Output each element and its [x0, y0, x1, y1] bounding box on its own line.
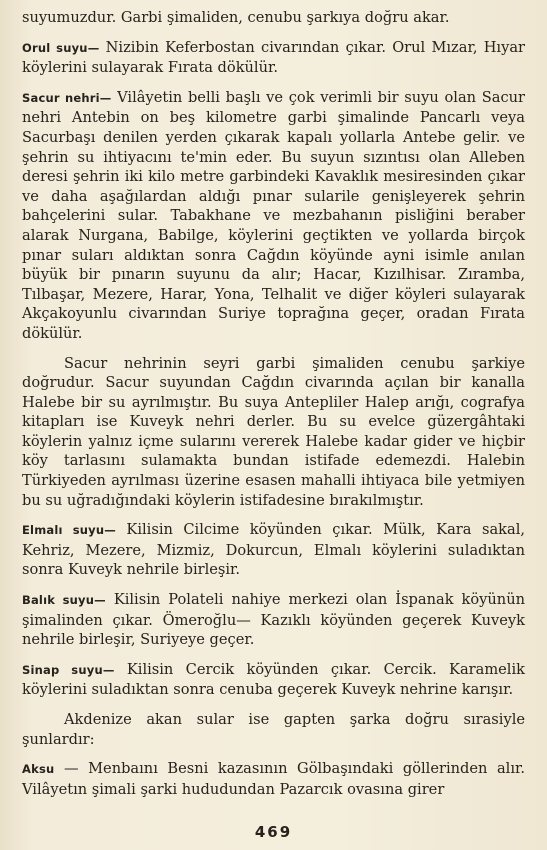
paragraph — [22, 354, 525, 511]
paragraph — [22, 8, 525, 28]
term-heading: Sinap suyu— — [22, 662, 115, 677]
paragraph-text: Vilâyetin belli başlı ve çok verimli bir suyu olan Sacur nehri Antebin on beş kilometre garbi şimalinde Pancarlı veya Sacurbaşı denilen yerden çıkarak kapalı yollarla Antebe gelir. ve şehrin su ihtiyacını te'min eder. Bu suyun sızıntısı olan Alleben deresi şehrin iki kilo metre garbindeki Kavaklık mesiresinden çıkar ve daha aşağılardan aldığı pınar sularile genişleyerek şehrin bahçelerini sular. Tabakhane ve mezbahanın pisliğini beraber alarak Nurgana, Babilge, köylerini geçtikten ve yollarda birçok pınar suları aldıktan sonra Cağdın köyünde ayni isimle anılan büyük bir pınarın suyunu da alır; Hacar, Kızılhisar. Zıramba, Tılbaşar, Mezere, Harar, Yona, Telhalit ve diğer köyleri sulayarak Akçakoyunlu civarından Suriye toprağına geçer, oradan Fırata dökülür. — [22, 88, 525, 342]
page-number: 469 — [254, 823, 293, 841]
paragraph — [22, 710, 525, 749]
paragraph-aksu — [22, 759, 525, 799]
paragraph-text: Nizibin Keferbostan civarından çıkar. Orul Mızar, Hıyar köylerini sulayarak Fırata dökülür. — [22, 38, 526, 77]
paragraph-orul-suyu — [22, 38, 525, 78]
term-heading: Orul suyu— — [22, 40, 100, 55]
paragraph-text: — Menbaını Besni kazasının Gölbaşındaki göllerinden alır. Vilâyetın şimali şarki hududundan Pazarcık ovasına girer — [22, 760, 525, 798]
term-heading: Elmalı suyu— — [22, 523, 116, 538]
paragraph-text: Kilisin Cercik köyünden çıkar. Cercik. Karamelik köylerini suladıktan sonra cenuba geçerek Kuveyk nehrine karışır. — [22, 660, 525, 699]
paragraph-sacur-nehri — [22, 88, 525, 344]
paragraph-text: suyumuzdur. Garbi şimaliden, cenubu şarkıya doğru akar. — [22, 9, 450, 26]
paragraph-sinap-suyu — [22, 660, 525, 700]
paragraph-text: Kilisin Cilcime köyünden çıkar. Mülk, Kara sakal, Kehriz, Mezere, Mizmiz, Dokurcun, Elmalı köylerini suladıktan sonra Kuveyk nehrile birleşir. — [22, 521, 525, 579]
term-heading: Balık suyu— — [22, 593, 106, 608]
page-body — [22, 8, 525, 809]
paragraph-balik-suyu — [22, 590, 525, 650]
paragraph-text: Akdenize akan sular ise gapten şarka doğru sırasiyle şunlardır: — [22, 711, 525, 748]
term-heading: Aksu — [22, 762, 55, 777]
paragraph-text: Sacur nehrinin seyri garbi şimaliden cenubu şarkiye doğrudur. Sacur suyundan Cağdın civarında açılan bir kanalla Halebe bir su ayrılmıştır. Bu suya Antepliler Halep arığı, cografya kitapları ise Kuveyk nehri derler. Bu su evelce güzergâhtaki köylerin yalnız içme sularını vererek Halebe kadar gider ve hiçbir köy tarlasını sulamakta bundan istifade edemezdi. Halebin Türkiyeden ayrılması üzerine esasen mahalli ihtiyaca bile yetmiyen bu su uğradığındaki köylerin istifadesine bırakılmıştır. — [22, 354, 525, 509]
term-heading: Sacur nehri— — [22, 90, 112, 105]
paragraph-elmali-suyu — [22, 520, 525, 580]
paragraph-text: Kilisin Polateli nahiye merkezi olan İspanak köyünün şimalinden çıkar. Ömeroğlu— Kazıklı köyünden geçerek Kuveyk nehrile birleşir, Suriyeye geçer. — [22, 591, 525, 649]
